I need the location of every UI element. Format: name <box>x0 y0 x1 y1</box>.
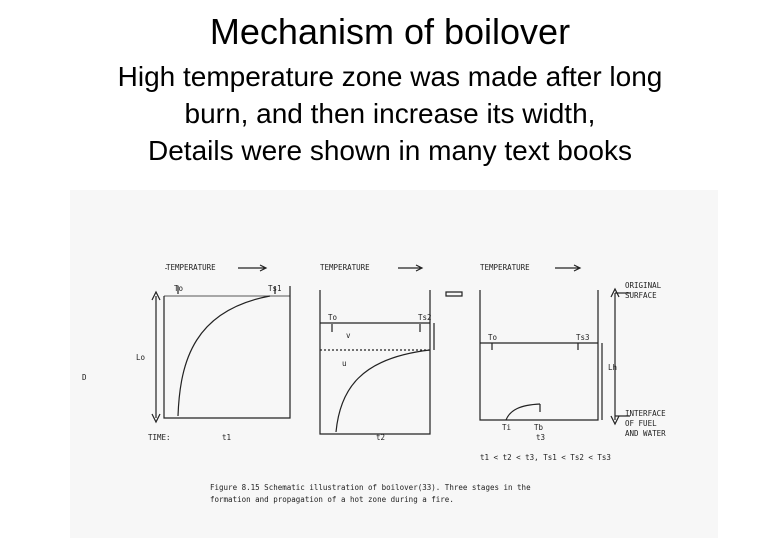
boilover-figure <box>70 190 718 538</box>
panel3-temperature-curve <box>506 404 540 420</box>
slide-title: Mechanism of boilover <box>209 11 571 52</box>
panel3-axis-label: TEMPERATURE <box>480 263 530 272</box>
panel1-ts-label: Ts1 <box>268 284 282 293</box>
panel1-temperature-arrow <box>238 265 266 271</box>
panel2-time: t2 <box>376 433 386 442</box>
caption-line1: Figure 8.15 Schematic illustration of boilover(33). Three stages in the <box>210 483 531 492</box>
panel2-v-label: v <box>346 331 351 340</box>
interface-line2: OF FUEL <box>625 419 657 428</box>
inequality-text: t1 < t2 < t3, Ts1 < Ts2 < Ts3 <box>480 453 611 462</box>
panel3-container <box>480 290 598 420</box>
panel1-axis-label: TEMPERATURE <box>166 263 216 272</box>
original-surface-line1: ORIGINAL <box>625 281 662 290</box>
panel3-ts-label: Ts3 <box>576 333 590 342</box>
slide-subtitle <box>0 58 780 169</box>
panel2-u-label: u <box>342 359 347 368</box>
interface-line3: AND WATER <box>625 429 666 438</box>
panel3-tb-label: Tb <box>534 423 544 432</box>
subtitle-line-1: High temperature zone was made after long <box>117 61 663 92</box>
panel1-to-label: To <box>174 284 184 293</box>
panel1-depth-label: Lo <box>136 353 146 362</box>
panel3-to-label: To <box>488 333 498 342</box>
panel2-temperature-arrow <box>398 265 422 271</box>
panel2-to-label: To <box>328 313 338 322</box>
boilover-diagram <box>70 190 718 538</box>
subtitle-line-2: burn, and then increase its width, <box>184 98 596 129</box>
panel2-ts-label: Ts2 <box>418 313 432 322</box>
caption-line2: formation and propagation of a hot zone during a fire. <box>210 495 454 504</box>
panel2-surface-marker <box>446 292 462 296</box>
panel1-container <box>164 286 290 418</box>
diagram-labels <box>82 263 666 504</box>
panel3-temperature-arrow <box>555 265 580 271</box>
panel1-time: t1 <box>222 433 232 442</box>
interface-line1: INTERFACE <box>625 409 666 418</box>
panel3-ti-label: Ti <box>502 423 512 432</box>
panel3-depth-label: Lh <box>608 363 618 372</box>
original-surface-line2: SURFACE <box>625 291 657 300</box>
panel2-container <box>320 290 430 434</box>
diagram-lines <box>152 265 630 434</box>
panel2-temperature-curve <box>336 350 430 432</box>
time-label: TIME: <box>148 433 171 442</box>
panel1-temperature-curve <box>178 296 270 416</box>
panel3-time: t3 <box>536 433 546 442</box>
panel2-axis-label: TEMPERATURE <box>320 263 370 272</box>
subtitle-line-3: Details were shown in many text books <box>148 135 632 166</box>
side-label: D <box>82 373 87 382</box>
